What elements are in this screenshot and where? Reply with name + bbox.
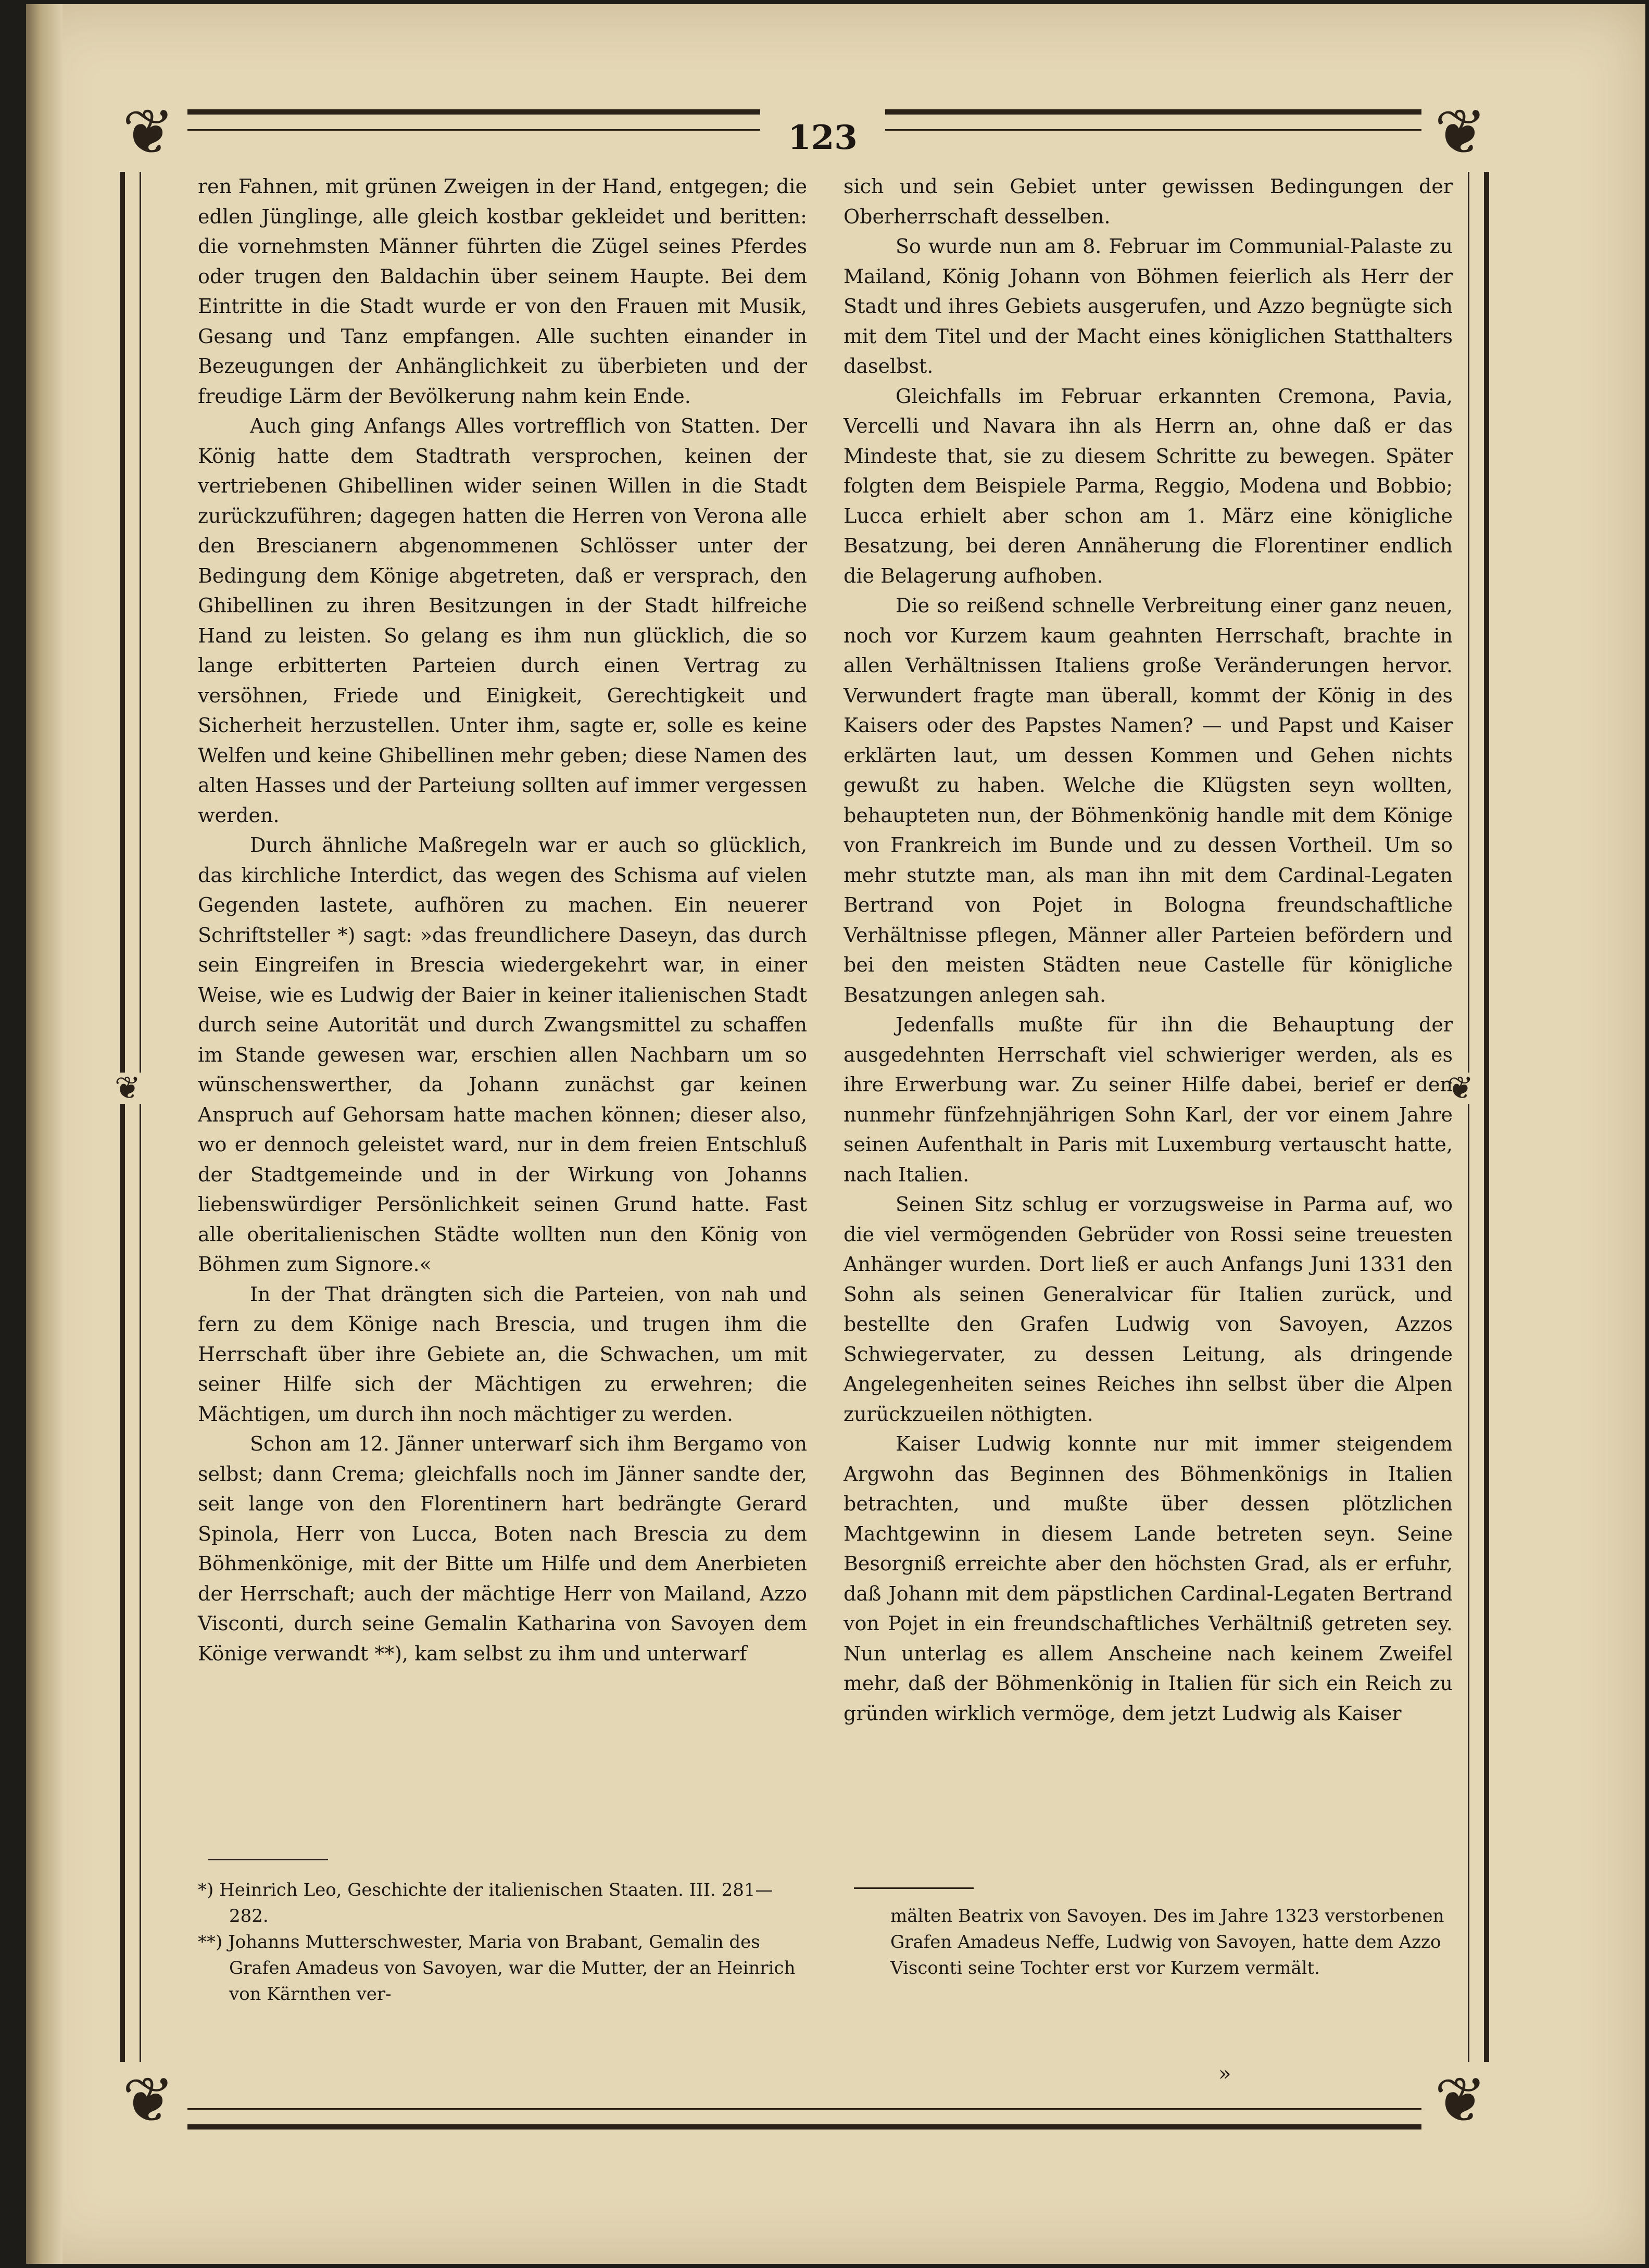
footnotes-left: [198, 1877, 807, 2007]
catchword-mark: »: [1218, 2062, 1231, 2086]
paragraph: Durch ähnliche Maßregeln war er auch so glücklich, das kirchliche Interdict, das wegen des Schisma auf vielen Gegenden lastete, aufhören zu machen. Ein neuerer Schriftsteller *) sagt: »das freundlichere Daseyn, das durch sein Eingreifen in Brescia wiedergekehrt war, in einer Weise, wie es Ludwig der Baier in keiner italienischen Stadt durch seine Autorität und durch Zwangsmittel zu schaffen im Stande gewesen war, erschien allen Nachbarn um so wünschenswerther, da Johann zunächst gar keinen Anspruch auf Gehorsam hatte machen können; dieser also, wo er dennoch geleistet ward, nur in dem freien Entschluß der Stadtgemeinde und in der Wirkung von Johanns liebenswürdiger Persönlichkeit seinen Grund hatte. Fast alle oberitalienischen Städte wollten nun den König von Böhmen zum Signore.«: [198, 834, 807, 1276]
paragraph: Kaiser Ludwig konnte nur mit immer steigendem Argwohn das Beginnen des Böhmenkönigs in Italien betrachten, und mußte über dessen plötzlichen Machtgewinn in diesem Lande betreten seyn. Seine Besorgniß erreichte aber den höchsten Grad, als er erfuhr, daß Johann mit dem päpstlichen Cardinal-Legaten Bertrand von Pojet in ein freundschaftliches Verhältniß getreten sey. Nun unterlag es allem Anscheine nach keinem Zweifel mehr, daß der Böhmenkönig in Italien für sich ein Reich zu gründen wirklich vermöge, dem jetzt Ludwig als Kaiser: [844, 1432, 1453, 1725]
corner-ornament-icon: ❦: [1421, 94, 1500, 172]
paragraph: In der That drängten sich die Parteien, von nah und fern zu dem Könige nach Brescia, und trugen ihm die Herrschaft über ihre Gebiete an, die Schwachen, um mit seiner Hilfe sich der Mächtigen zu erwehren; die Mächtigen, um durch ihn noch mächtiger zu werden.: [198, 1282, 807, 1426]
corner-ornament-icon: ❦: [109, 94, 187, 172]
footnote: mälten Beatrix von Savoyen. Des im Jahre 1323 verstorbenen Grafen Amadeus Neffe, Ludwig von Savoyen, hatte dem Azzo Visconti seine Tochter erst vor Kurzem vermält.: [890, 1906, 1444, 1979]
page-number: 123: [760, 107, 885, 169]
footnote: **) Johanns Mutterschwester, Maria von Brabant, Gemalin des Grafen Amadeus von Savoyen, war die Mutter, der an Heinrich von Kärnthen ver-: [198, 1932, 796, 2005]
side-ornament-icon: ❦: [1445, 1073, 1476, 1104]
footnote-divider: [854, 1887, 974, 1889]
footnotes-right: [844, 1903, 1453, 1981]
text-column-left: [198, 172, 807, 1669]
paragraph: Die so reißend schnelle Verbreitung einer ganz neuen, noch vor Kurzem kaum geahnten Herrschaft, brachte in allen Verhältnissen Italiens große Veränderungen hervor. Verwundert fragte man überall, kommt der König in des Kaisers oder des Papstes Namen? — und Papst und Kaiser erklärten laut, um dessen Kommen und Gehen nichts gewußt zu haben. Welche die Klügsten seyn wollten, behaupteten nun, der Böhmenkönig handle mit dem Könige von Frankreich im Bunde und zu dessen Vortheil. Um so mehr stutzte man, als man ihn mit dem Cardinal-Legaten Bertrand von Pojet in Bologna freundschaftliche Verhältnisse pflegen, Männer aller Parteien befördern und bei den meisten Städten neue Castelle für königliche Besatzungen anlegen sah.: [844, 594, 1453, 1006]
footnote: *) Heinrich Leo, Geschichte der italienischen Staaten. III. 281—282.: [198, 1880, 773, 1926]
text-column-right: [844, 172, 1453, 1729]
paragraph: Jedenfalls mußte für ihn die Behauptung der ausgedehnten Herrschaft viel schwieriger werden, als es ihre Erwerbung war. Zu seiner Hilfe dabei, berief er den nunmehr fünfzehnjährigen Sohn Karl, der vor einem Jahre seinen Aufenthalt in Paris mit Luxemburg vertauscht hatte, nach Italien.: [844, 1013, 1453, 1186]
paragraph: ren Fahnen, mit grünen Zweigen in der Hand, entgegen; die edlen Jünglinge, alle gleich kostbar gekleidet und beritten: die vornehmsten Männer führten die Zügel seines Pferdes oder trugen den Baldachin über seinem Haupte. Bei dem Eintritte in die Stadt wurde er von den Frauen mit Musik, Gesang und Tanz empfangen. Alle suchten einander in Bezeugungen der Anhänglichkeit zu überbieten und der freudige Lärm der Bevölkerung nahm kein Ende.: [198, 175, 807, 408]
paragraph: Seinen Sitz schlug er vorzugsweise in Parma auf, wo die viel vermögenden Gebrüder von Rossi seine treuesten Anhänger wurden. Dort ließ er auch Anfangs Juni 1331 den Sohn als seinen Generalvicar für Italien zurück, und bestellte den Grafen Ludwig von Savoyen, Azzos Schwiegervater, zu dessen Leitung, als dringende Angelegenheiten seines Reiches ihn selbst über die Alpen zurückzueilen nöthigten.: [844, 1193, 1453, 1426]
paragraph: So wurde nun am 8. Februar im Communial-Palaste zu Mailand, König Johann von Böhmen feierlich als Herr der Stadt und ihres Gebiets ausgerufen, und Azzo begnügte sich mit dem Titel und der Macht eines königlichen Statthalters daselbst.: [844, 235, 1453, 377]
book-spine-shadow: [26, 4, 62, 2264]
paragraph: Schon am 12. Jänner unterwarf sich ihm Bergamo von selbst; dann Crema; gleichfalls noch im Jänner sandte der, seit lange von den Florentinern hart bedrängte Gerard Spinola, Herr von Lucca, Boten nach Brescia zu dem Böhmenkönige, mit der Bitte um Hilfe und dem Anerbieten der Herrschaft; auch der mächtige Herr von Mailand, Azzo Visconti, durch seine Gemalin Katharina von Savoyen dem Könige verwandt **), kam selbst zu ihm und unterwarf: [198, 1432, 807, 1665]
paragraph: Auch ging Anfangs Alles vortrefflich von Statten. Der König hatte dem Stadtrath versprochen, keinen der vertriebenen Ghibellinen wider seinen Willen in die Stadt zurückzuführen; dagegen hatten die Herren von Verona alle den Brescianern abgenommenen Schlösser unter der Bedingung dem Könige abgetreten, daß er versprach, den Ghibellinen zu ihren Besitzungen in der Stadt hilfreiche Hand zu leisten. So gelang es ihm nun glücklich, die so lange erbitterten Parteien durch einen Vertrag zu versöhnen, Friede und Einigkeit, Gerechtigkeit und Sicherheit herzustellen. Unter ihm, sagte er, solle es keine Welfen und keine Ghibellinen mehr geben; diese Namen des alten Hasses und der Parteiung sollten auf immer vergessen werden.: [198, 414, 807, 827]
corner-ornament-icon: ❦: [109, 2062, 187, 2140]
footnote-divider: [208, 1859, 328, 1860]
side-ornament-icon: ❦: [112, 1073, 143, 1104]
paragraph: Gleichfalls im Februar erkannten Cremona, Pavia, Vercelli und Navara ihn als Herrn an, ohne daß er das Mindeste that, sie zu diesem Schritte zu bewegen. Später folgten dem Beispiele Parma, Reggio, Modena und Bobbio; Lucca erhielt aber schon am 1. März eine königliche Besatzung, bei deren Annäherung die Florentiner endlich die Belagerung aufhoben.: [844, 384, 1453, 587]
corner-ornament-icon: ❦: [1421, 2062, 1500, 2140]
paragraph: sich und sein Gebiet unter gewissen Bedingungen der Oberherrschaft desselben.: [844, 175, 1453, 228]
